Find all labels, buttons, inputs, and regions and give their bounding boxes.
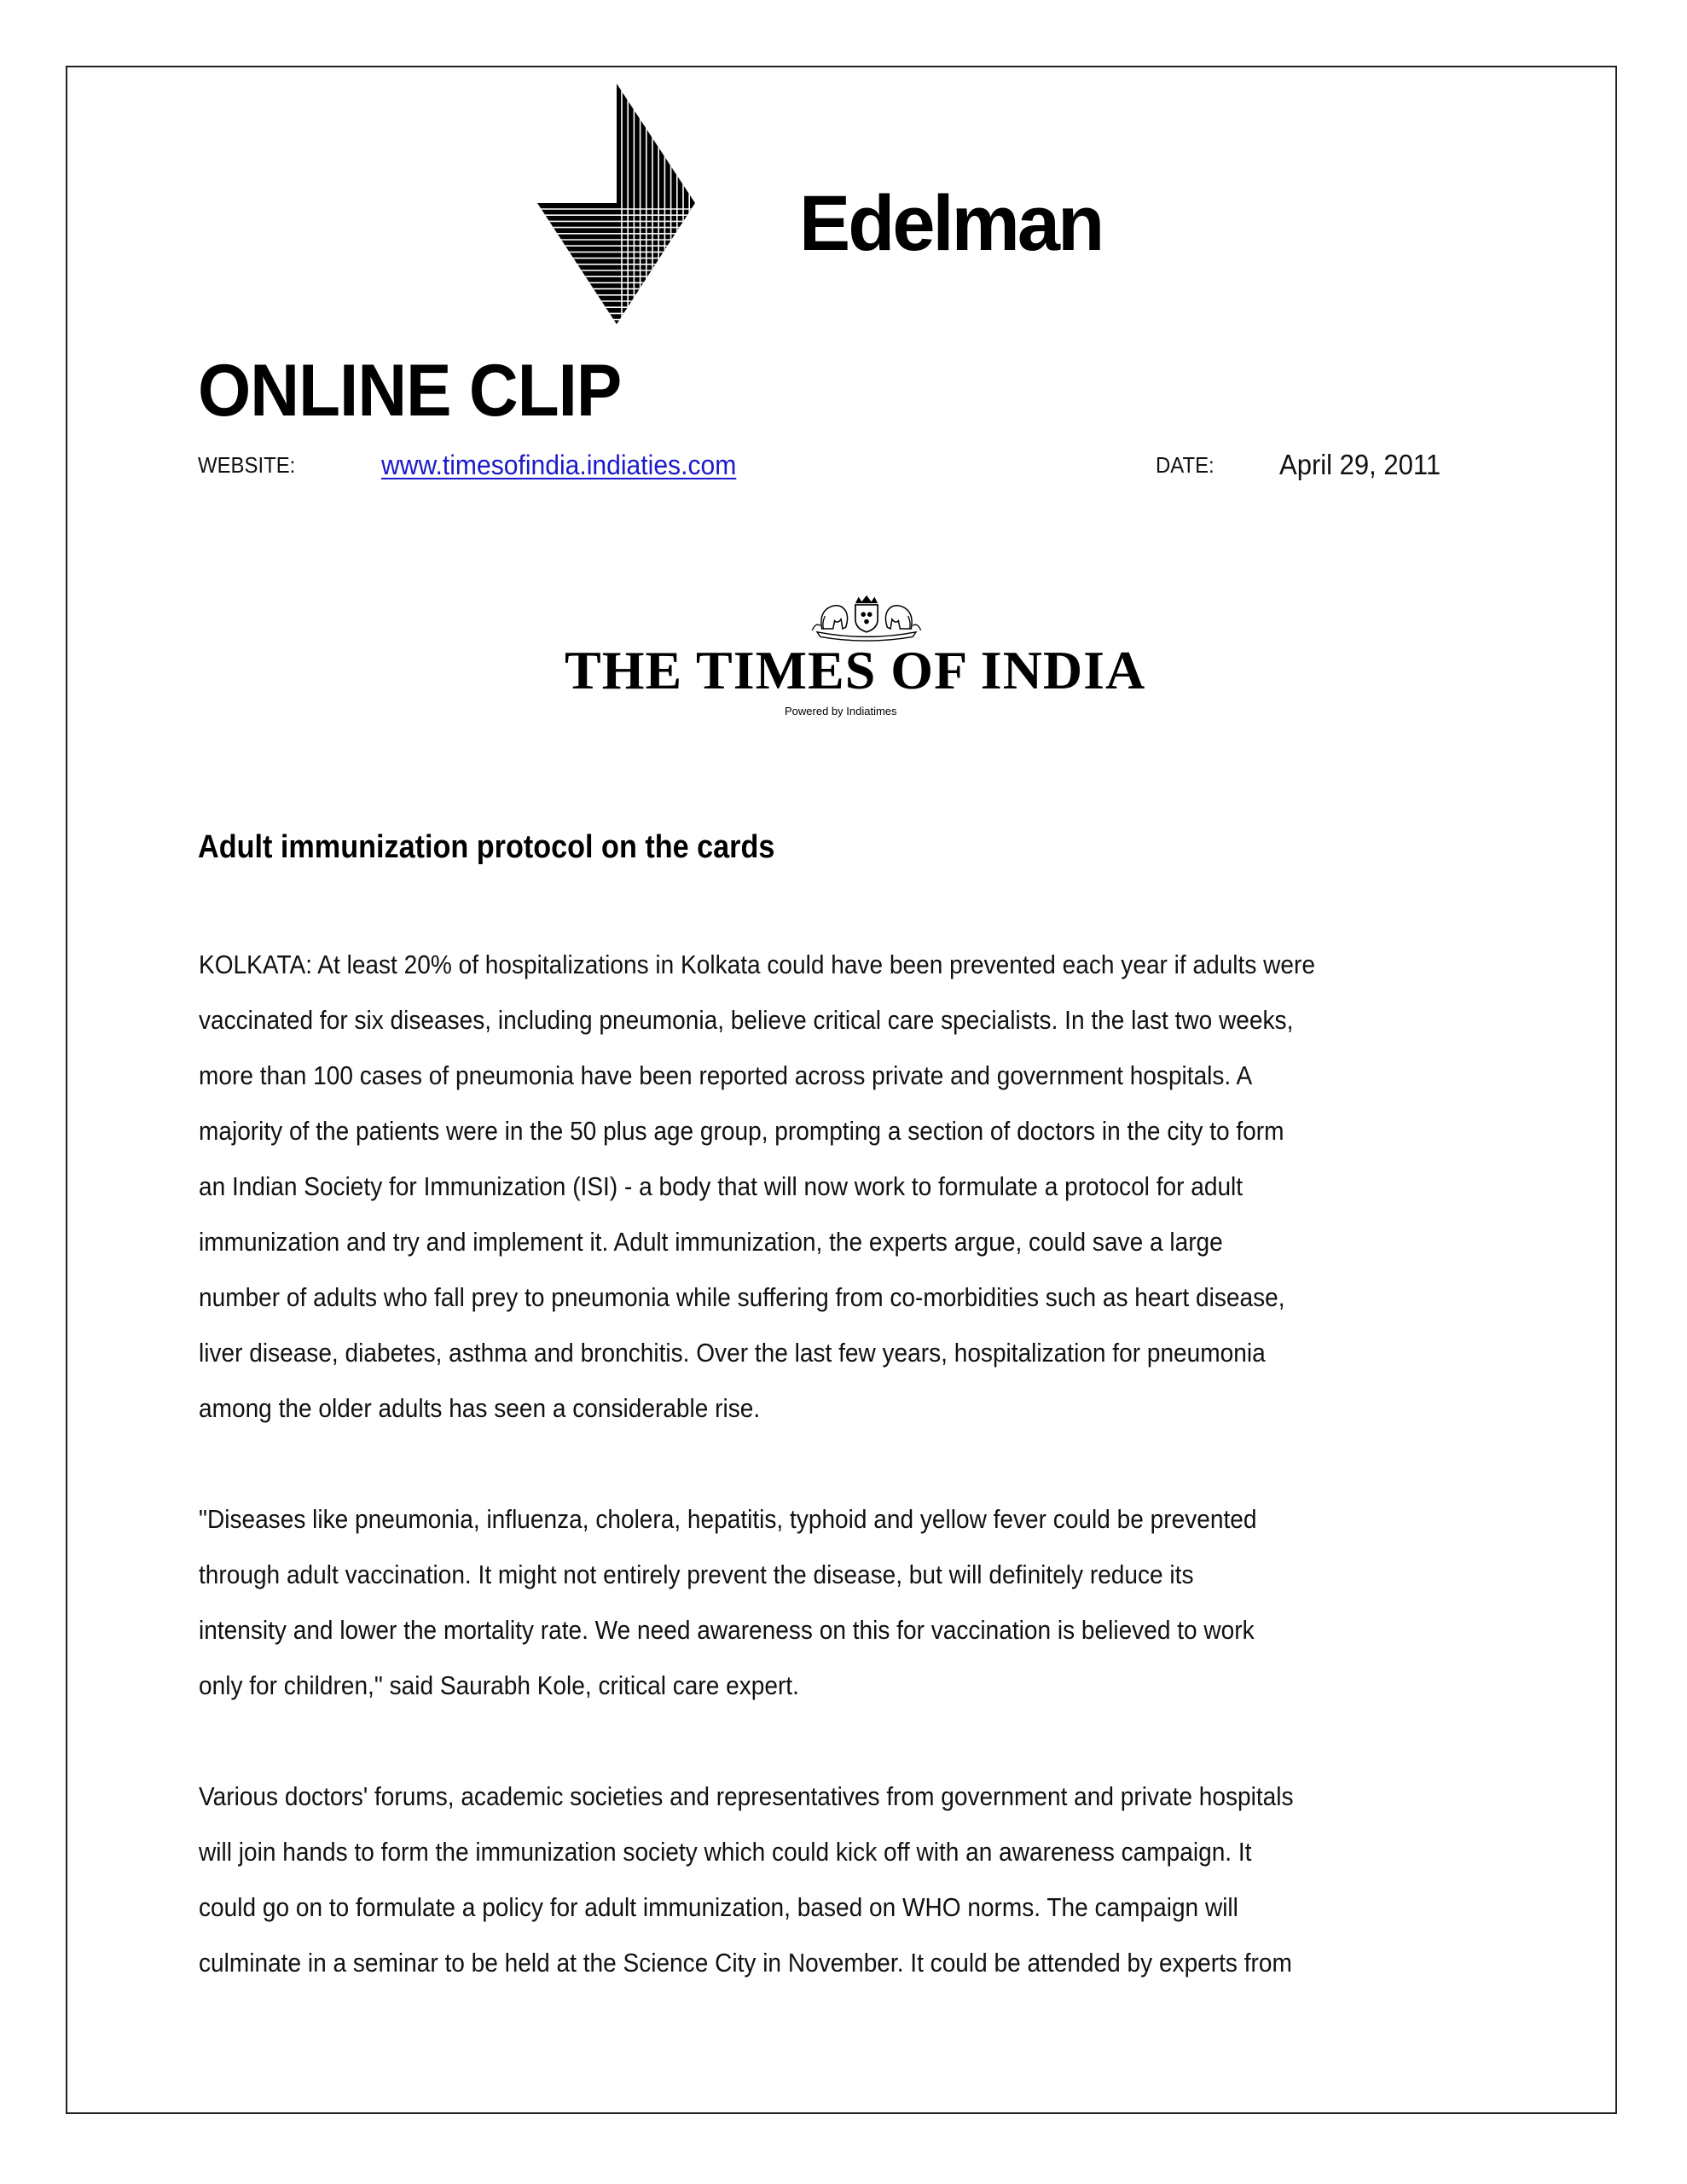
article-line: Various doctors' forums, academic societies and representatives from government and private hospitals [199, 1781, 1294, 1811]
article-line: an Indian Society for Immunization (ISI) - a body that will now work to formulate a protocol for adult [199, 1171, 1244, 1201]
article-line: among the older adults has seen a considerable rise. [199, 1393, 761, 1423]
edelman-wordmark: Edelman [799, 180, 1103, 267]
article-body [199, 937, 1649, 1990]
date-value: April 29, 2011 [1279, 449, 1441, 480]
date-label: DATE: [1156, 452, 1215, 478]
article-headline: Adult immunization protocol on the cards [198, 829, 775, 865]
article-line: will join hands to form the immunization society which could kick off with an awareness campaign. It [199, 1837, 1252, 1867]
article-line: vaccinated for six diseases, including pneumonia, believe critical care specialists. In the last two weeks, [199, 1005, 1294, 1035]
article-line: "Diseases like pneumonia, influenza, cholera, hepatitis, typhoid and yellow fever could be prevented [199, 1504, 1257, 1534]
times-of-india-wordmark: THE TIMES OF INDIA [565, 640, 1146, 700]
article-line: through adult vaccination. It might not entirely prevent the disease, but will definitely reduce its [199, 1560, 1194, 1589]
article-line: number of adults who fall prey to pneumonia while suffering from co-morbidities such as heart disease, [199, 1282, 1285, 1312]
article-line: KOLKATA: At least 20% of hospitalizations in Kolkata could have been prevented each year if adults were [199, 950, 1315, 979]
article-paragraph [199, 937, 1649, 1436]
article-line: intensity and lower the mortality rate. We need awareness on this for vaccination is believed to work [199, 1615, 1255, 1645]
article-line: more than 100 cases of pneumonia have been reported across private and government hospitals. A [199, 1060, 1253, 1090]
article-line: culminate in a seminar to be held at the Science City in November. It could be attended by experts from [199, 1948, 1292, 1978]
article-line: could go on to formulate a policy for adult immunization, based on WHO norms. The campaign will [199, 1892, 1238, 1922]
website-label: WEBSITE: [198, 452, 296, 478]
article-line: immunization and try and implement it. Adult immunization, the experts argue, could save a large [199, 1227, 1223, 1257]
website-link[interactable]: www.timesofindia.indiaties.com [381, 450, 737, 480]
times-of-india-emblem-icon [807, 592, 926, 642]
powered-by-tagline: Powered by Indiatimes [785, 705, 897, 717]
edelman-logo [537, 84, 1151, 324]
article-line: only for children," said Saurabh Kole, critical care expert. [199, 1670, 799, 1700]
article-paragraph [199, 1769, 1649, 1990]
clip-type-title: ONLINE CLIP [198, 350, 622, 432]
article-line: majority of the patients were in the 50 plus age group, prompting a section of doctors in the city to form [199, 1116, 1284, 1146]
edelman-arrow-grid-mark-icon [537, 84, 708, 324]
times-of-india-masthead [563, 592, 1170, 729]
article-paragraph [199, 1491, 1649, 1713]
article-line: liver disease, diabetes, asthma and bronchitis. Over the last few years, hospitalization for pneumonia [199, 1338, 1266, 1368]
